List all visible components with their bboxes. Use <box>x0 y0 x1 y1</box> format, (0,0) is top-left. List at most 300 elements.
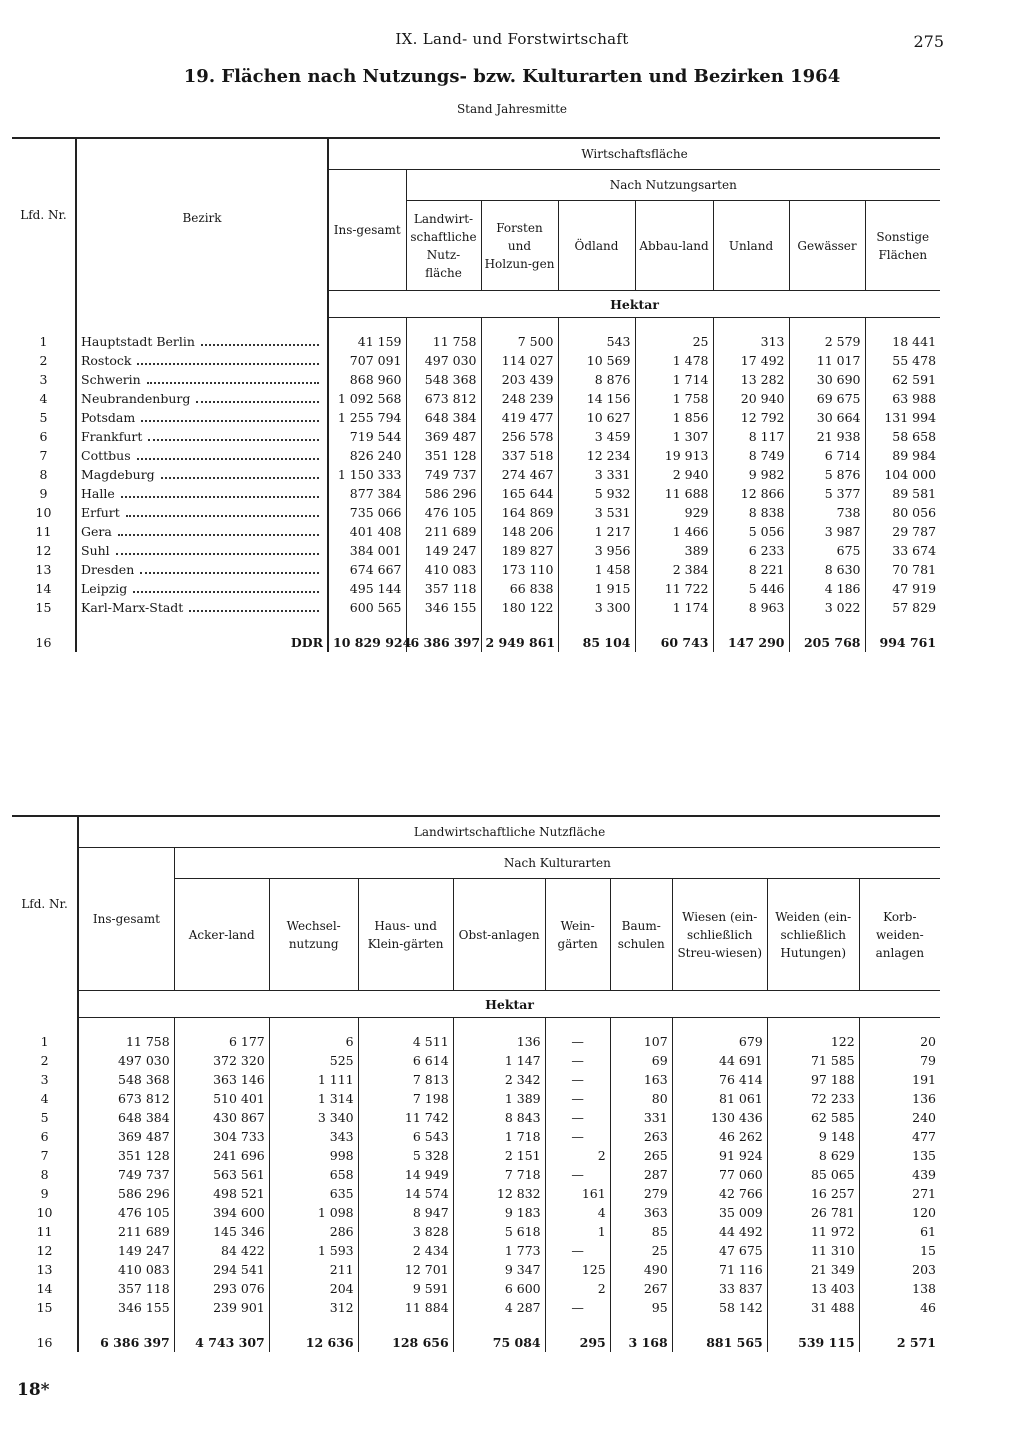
table-row <box>12 427 940 446</box>
value-cell: 63 988 <box>892 390 937 406</box>
value-cell: 3 531 <box>558 503 635 522</box>
value-cell: 80 <box>610 1089 672 1108</box>
table-row <box>12 1089 940 1108</box>
value-cell: 30 664 <box>789 408 865 427</box>
bezirk-name: Schwerin <box>81 371 141 387</box>
total-label: DDR <box>76 633 328 652</box>
value-cell: 2 <box>545 1279 610 1298</box>
value-cell: 1 856 <box>635 408 713 427</box>
table-row <box>12 598 940 617</box>
value-cell: 707 091 <box>328 351 406 370</box>
value-cell: 4 186 <box>789 579 865 598</box>
value-cell: 9 148 <box>767 1127 859 1146</box>
bezirk-cell <box>76 408 328 427</box>
insgesamt-header: Ins-gesamt <box>328 170 406 291</box>
value-cell: 138 <box>912 1280 936 1296</box>
value-cell: 293 076 <box>174 1279 269 1298</box>
dot-leader <box>137 458 319 460</box>
spacer-cell <box>789 617 865 633</box>
table-row <box>12 332 940 351</box>
value-cell: 675 <box>789 541 865 560</box>
table-row <box>12 1146 940 1165</box>
total-value-cell: 6 386 397 <box>78 1333 174 1352</box>
value-cell: 477 <box>912 1128 936 1144</box>
value-cell: 85 <box>610 1222 672 1241</box>
column-header: Baum-schulen <box>610 879 672 991</box>
value-cell: 8 749 <box>713 446 789 465</box>
row-number: 14 <box>12 1279 78 1298</box>
value-cell: 490 <box>610 1260 672 1279</box>
value-cell: 135 <box>912 1147 936 1163</box>
value-cell: 211 689 <box>406 522 481 541</box>
column-header: Forsten und Holzun-gen <box>481 201 558 291</box>
value-cell: — <box>545 1051 610 1070</box>
value-cell: 44 691 <box>672 1051 767 1070</box>
value-cell: 8 629 <box>767 1146 859 1165</box>
total-row <box>12 633 940 652</box>
total-value-cell: 295 <box>545 1333 610 1352</box>
value-cell: 16 257 <box>767 1184 859 1203</box>
value-cell: 286 <box>269 1222 358 1241</box>
value-cell: 164 869 <box>481 503 558 522</box>
spacer-cell <box>767 1317 859 1333</box>
value-cell: 21 349 <box>767 1260 859 1279</box>
spacer-cell <box>76 617 328 633</box>
chapter-heading: IX. Land- und Forstwirtschaft <box>395 30 629 48</box>
spacer-cell <box>610 1317 672 1333</box>
bezirk-name: Karl-Marx-Stadt <box>81 599 184 615</box>
value-cell: 410 083 <box>406 560 481 579</box>
row-number: 15 <box>12 598 76 617</box>
value-cell: 1 758 <box>635 389 713 408</box>
row-number: 4 <box>12 1089 78 1108</box>
value-cell: 877 384 <box>328 484 406 503</box>
value-cell: 211 689 <box>78 1222 174 1241</box>
value-cell: 5 446 <box>713 579 789 598</box>
value-cell: 25 <box>610 1241 672 1260</box>
value-cell: 929 <box>635 503 713 522</box>
total-row <box>12 1333 940 1352</box>
dot-leader <box>141 420 319 422</box>
value-cell: 1 478 <box>635 351 713 370</box>
value-cell: 363 146 <box>174 1070 269 1089</box>
value-cell: — <box>545 1089 610 1108</box>
dot-leader <box>201 344 319 346</box>
bezirk-cell <box>76 579 328 598</box>
value-cell: — <box>545 1032 610 1051</box>
value-cell: 1 <box>545 1222 610 1241</box>
value-cell: 11 017 <box>789 351 865 370</box>
value-cell: 8 876 <box>558 370 635 389</box>
value-cell: 46 <box>920 1299 936 1315</box>
value-cell: 1 150 333 <box>328 465 406 484</box>
total-value-cell: 128 656 <box>358 1333 453 1352</box>
table-row <box>12 446 940 465</box>
dot-leader <box>133 591 319 593</box>
value-cell: 14 949 <box>358 1165 453 1184</box>
row-number: 16 <box>12 1333 78 1352</box>
row-number: 14 <box>12 579 76 598</box>
column-header: Acker-land <box>174 879 269 991</box>
value-cell: 3 331 <box>558 465 635 484</box>
table-row <box>12 351 940 370</box>
value-cell: 17 492 <box>713 351 789 370</box>
value-cell: 41 159 <box>328 332 406 351</box>
bezirk-cell <box>76 541 328 560</box>
value-cell: 11 758 <box>406 332 481 351</box>
table-row <box>12 541 940 560</box>
value-cell: 9 591 <box>358 1279 453 1298</box>
value-cell: 33 837 <box>672 1279 767 1298</box>
table-row <box>12 389 940 408</box>
value-cell: — <box>545 1127 610 1146</box>
value-cell: 351 128 <box>78 1146 174 1165</box>
value-cell: 89 581 <box>892 485 937 501</box>
bezirk-name: Magdeburg <box>81 466 155 482</box>
value-cell: 239 901 <box>174 1298 269 1317</box>
spacer-cell <box>269 1317 358 1333</box>
value-cell: 1 718 <box>453 1127 545 1146</box>
row-number: 16 <box>12 633 76 652</box>
value-cell: 21 938 <box>789 427 865 446</box>
value-cell: 3 300 <box>558 598 635 617</box>
bezirk-name: Gera <box>81 523 112 539</box>
bezirk-cell <box>76 503 328 522</box>
value-cell: 7 198 <box>358 1089 453 1108</box>
value-cell: 11 742 <box>358 1108 453 1127</box>
value-cell: 476 105 <box>406 503 481 522</box>
page-subtitle: Stand Jahresmitte <box>456 102 568 116</box>
value-cell: 749 737 <box>406 465 481 484</box>
value-cell: 211 <box>269 1260 358 1279</box>
dot-leader <box>196 401 319 403</box>
value-cell: 510 401 <box>174 1089 269 1108</box>
value-cell: 1 314 <box>269 1089 358 1108</box>
value-cell: 5 377 <box>789 484 865 503</box>
table-row <box>12 1298 940 1317</box>
total-value-cell: 205 768 <box>789 633 865 652</box>
value-cell: — <box>545 1241 610 1260</box>
value-cell: 287 <box>610 1165 672 1184</box>
value-cell: 131 994 <box>884 409 937 425</box>
value-cell: 203 439 <box>481 370 558 389</box>
value-cell: 163 <box>610 1070 672 1089</box>
value-cell: 6 543 <box>358 1127 453 1146</box>
value-cell: — <box>545 1108 610 1127</box>
value-cell: 12 792 <box>713 408 789 427</box>
value-cell: 58 142 <box>672 1298 767 1317</box>
value-cell: 4 <box>545 1203 610 1222</box>
value-cell: 749 737 <box>78 1165 174 1184</box>
value-cell: 635 <box>269 1184 358 1203</box>
value-cell: 1 255 794 <box>328 408 406 427</box>
value-cell: 10 569 <box>558 351 635 370</box>
row-number: 8 <box>12 465 76 484</box>
total-value-cell: 4 743 307 <box>174 1333 269 1352</box>
value-cell: 2 <box>545 1146 610 1165</box>
spacer-cell <box>635 617 713 633</box>
insgesamt-header-2: Ins-gesamt <box>78 848 174 991</box>
spacer-cell <box>545 1317 610 1333</box>
value-cell: 125 <box>545 1260 610 1279</box>
value-cell: 47 675 <box>672 1241 767 1260</box>
value-cell: 84 422 <box>174 1241 269 1260</box>
row-number: 12 <box>12 541 76 560</box>
value-cell: 122 <box>767 1032 859 1051</box>
spacer-cell <box>713 617 789 633</box>
value-cell: 30 690 <box>789 370 865 389</box>
value-cell: 85 065 <box>767 1165 859 1184</box>
value-cell: 8 963 <box>713 598 789 617</box>
table-row <box>12 484 940 503</box>
table-wirtschaftsflaeche <box>12 137 940 652</box>
value-cell: 563 561 <box>174 1165 269 1184</box>
value-cell: 363 <box>610 1203 672 1222</box>
value-cell: 7 500 <box>481 332 558 351</box>
value-cell: 165 644 <box>481 484 558 503</box>
value-cell: 1 174 <box>635 598 713 617</box>
value-cell: 5 932 <box>558 484 635 503</box>
value-cell: 173 110 <box>481 560 558 579</box>
row-number: 7 <box>12 1146 78 1165</box>
value-cell: 313 <box>713 332 789 351</box>
value-cell: 384 001 <box>328 541 406 560</box>
total-value-cell: 2 949 861 <box>481 633 558 652</box>
value-cell: 1 593 <box>269 1241 358 1260</box>
value-cell: 33 674 <box>892 542 937 558</box>
row-number: 2 <box>12 1051 78 1070</box>
value-cell: 1 217 <box>558 522 635 541</box>
value-cell: 525 <box>269 1051 358 1070</box>
dot-leader <box>116 553 319 555</box>
spacer-cell <box>78 1317 174 1333</box>
value-cell: 8 630 <box>789 560 865 579</box>
value-cell: 673 812 <box>406 389 481 408</box>
row-number: 5 <box>12 408 76 427</box>
value-cell: 26 781 <box>767 1203 859 1222</box>
table-row <box>12 1279 940 1298</box>
value-cell: 648 384 <box>78 1108 174 1127</box>
value-cell: 8 838 <box>713 503 789 522</box>
total-value-cell: 12 636 <box>269 1333 358 1352</box>
value-cell: 107 <box>610 1032 672 1051</box>
value-cell: 1 147 <box>453 1051 545 1070</box>
value-cell: 430 867 <box>174 1108 269 1127</box>
value-cell: 2 384 <box>635 560 713 579</box>
page-title: 19. Flächen nach Nutzungs- bzw. Kulturarten und Bezirken 1964 <box>183 66 841 87</box>
value-cell: 71 585 <box>767 1051 859 1070</box>
value-cell: 18 441 <box>892 333 937 349</box>
row-number: 1 <box>12 332 76 351</box>
row-number: 2 <box>12 351 76 370</box>
value-cell: 476 105 <box>78 1203 174 1222</box>
dot-leader <box>137 363 319 365</box>
value-cell: 256 578 <box>481 427 558 446</box>
value-cell: 337 518 <box>481 446 558 465</box>
value-cell: 2 579 <box>789 332 865 351</box>
value-cell: 2 151 <box>453 1146 545 1165</box>
value-cell: 1 092 568 <box>328 389 406 408</box>
value-cell: 394 600 <box>174 1203 269 1222</box>
bezirk-cell <box>76 370 328 389</box>
value-cell: 1 466 <box>635 522 713 541</box>
bezirk-name: Erfurt <box>81 504 120 520</box>
bezirk-cell <box>76 427 328 446</box>
column-header: Obst-anlagen <box>453 879 545 991</box>
spacer-cell <box>672 1317 767 1333</box>
value-cell: 3 459 <box>558 427 635 446</box>
value-cell: 104 000 <box>884 466 937 482</box>
bezirk-name: Leipzig <box>81 580 128 596</box>
value-cell: 11 758 <box>78 1032 174 1051</box>
row-number: 12 <box>12 1241 78 1260</box>
value-cell: 25 <box>635 332 713 351</box>
column-header: Wein-gärten <box>545 879 610 991</box>
value-cell: 191 <box>912 1071 936 1087</box>
row-number: 9 <box>12 484 76 503</box>
bezirk-cell <box>76 332 328 351</box>
value-cell: 79 <box>920 1052 936 1068</box>
value-cell: 9 347 <box>453 1260 545 1279</box>
dot-leader <box>121 496 319 498</box>
total-value-cell: 3 168 <box>610 1333 672 1352</box>
row-number: 9 <box>12 1184 78 1203</box>
table-row <box>12 1260 940 1279</box>
table-row <box>12 1108 940 1127</box>
row-number: 11 <box>12 1222 78 1241</box>
value-cell: 77 060 <box>672 1165 767 1184</box>
value-cell: 826 240 <box>328 446 406 465</box>
table-row <box>12 1241 940 1260</box>
row-number: 10 <box>12 503 76 522</box>
table-row <box>12 1127 940 1146</box>
row-number: 15 <box>12 1298 78 1317</box>
bezirk-name: Neubrandenburg <box>81 390 191 406</box>
value-cell: — <box>545 1165 610 1184</box>
value-cell: 6 714 <box>789 446 865 465</box>
value-cell: 62 585 <box>767 1108 859 1127</box>
value-cell: 1 098 <box>269 1203 358 1222</box>
value-cell: 130 436 <box>672 1108 767 1127</box>
value-cell: 35 009 <box>672 1203 767 1222</box>
column-header: Gewässer <box>789 201 865 291</box>
value-cell: 44 492 <box>672 1222 767 1241</box>
value-cell: 20 940 <box>713 389 789 408</box>
value-cell: 2 342 <box>453 1070 545 1089</box>
spacer-cell <box>406 617 481 633</box>
value-cell: 3 828 <box>358 1222 453 1241</box>
column-header: Sonstige Flächen <box>865 201 940 291</box>
value-cell: 357 118 <box>406 579 481 598</box>
table-row <box>12 560 940 579</box>
value-cell: 8 221 <box>713 560 789 579</box>
spacer-cell <box>12 617 76 633</box>
wirtschaftsflaeche-header: Wirtschaftsfläche <box>328 138 940 170</box>
total-value-cell: 75 084 <box>453 1333 545 1352</box>
value-cell: 14 156 <box>558 389 635 408</box>
value-cell: 312 <box>269 1298 358 1317</box>
bezirk-name: Suhl <box>81 542 110 558</box>
value-cell: 6 177 <box>174 1032 269 1051</box>
row-number: 13 <box>12 1260 78 1279</box>
column-header: Wechsel-nutzung <box>269 879 358 991</box>
value-cell: 114 027 <box>481 351 558 370</box>
value-cell: 189 827 <box>481 541 558 560</box>
value-cell: 495 144 <box>328 579 406 598</box>
value-cell: 19 913 <box>635 446 713 465</box>
value-cell: 148 206 <box>481 522 558 541</box>
value-cell: 673 812 <box>78 1089 174 1108</box>
row-number: 4 <box>12 389 76 408</box>
bezirk-name: Frankfurt <box>81 428 143 444</box>
value-cell: 2 434 <box>358 1241 453 1260</box>
row-number: 8 <box>12 1165 78 1184</box>
value-cell: 61 <box>920 1223 936 1239</box>
value-cell: 3 987 <box>789 522 865 541</box>
value-cell: 81 061 <box>672 1089 767 1108</box>
value-cell: 265 <box>610 1146 672 1165</box>
value-cell: 11 722 <box>635 579 713 598</box>
value-cell: 9 982 <box>713 465 789 484</box>
value-cell: 7 718 <box>453 1165 545 1184</box>
row-number: 11 <box>12 522 76 541</box>
value-cell: 71 116 <box>672 1260 767 1279</box>
table-row <box>12 1184 940 1203</box>
value-cell: 498 521 <box>174 1184 269 1203</box>
value-cell: 389 <box>635 541 713 560</box>
spacer-cell <box>453 1317 545 1333</box>
value-cell: 204 <box>269 1279 358 1298</box>
value-cell: 5 618 <box>453 1222 545 1241</box>
spacer-cell <box>174 1317 269 1333</box>
value-cell: 248 239 <box>481 389 558 408</box>
table-row <box>12 1203 940 1222</box>
value-cell: 274 467 <box>481 465 558 484</box>
row-number: 6 <box>12 427 76 446</box>
dot-leader <box>118 534 319 536</box>
value-cell: 7 813 <box>358 1070 453 1089</box>
kulturarten-header: Nach Kulturarten <box>174 848 940 879</box>
value-cell: 11 884 <box>358 1298 453 1317</box>
column-header: Ödland <box>558 201 635 291</box>
total-value-cell: 147 290 <box>713 633 789 652</box>
value-cell: 11 688 <box>635 484 713 503</box>
row-number: 6 <box>12 1127 78 1146</box>
value-cell: 46 262 <box>672 1127 767 1146</box>
total-value-cell: 85 104 <box>558 633 635 652</box>
value-cell: 9 183 <box>453 1203 545 1222</box>
spacer-cell <box>358 1317 453 1333</box>
value-cell: 357 118 <box>78 1279 174 1298</box>
total-value-cell: 6 386 397 <box>406 633 481 652</box>
value-cell: 1 458 <box>558 560 635 579</box>
bezirk-name: Potsdam <box>81 409 136 425</box>
value-cell: 998 <box>269 1146 358 1165</box>
value-cell: 69 <box>610 1051 672 1070</box>
column-header: Abbau-land <box>635 201 713 291</box>
value-cell: 674 667 <box>328 560 406 579</box>
value-cell: 66 838 <box>481 579 558 598</box>
value-cell: 203 <box>912 1261 936 1277</box>
value-cell: 1 389 <box>453 1089 545 1108</box>
bezirk-cell <box>76 560 328 579</box>
bezirk-name: Rostock <box>81 352 132 368</box>
value-cell: 80 056 <box>892 504 937 520</box>
column-header: Landwirt-schaftliche Nutz-fläche <box>406 201 481 291</box>
nutzungsarten-header: Nach Nutzungsarten <box>406 170 940 201</box>
bezirk-cell <box>76 484 328 503</box>
value-cell: 69 675 <box>789 389 865 408</box>
